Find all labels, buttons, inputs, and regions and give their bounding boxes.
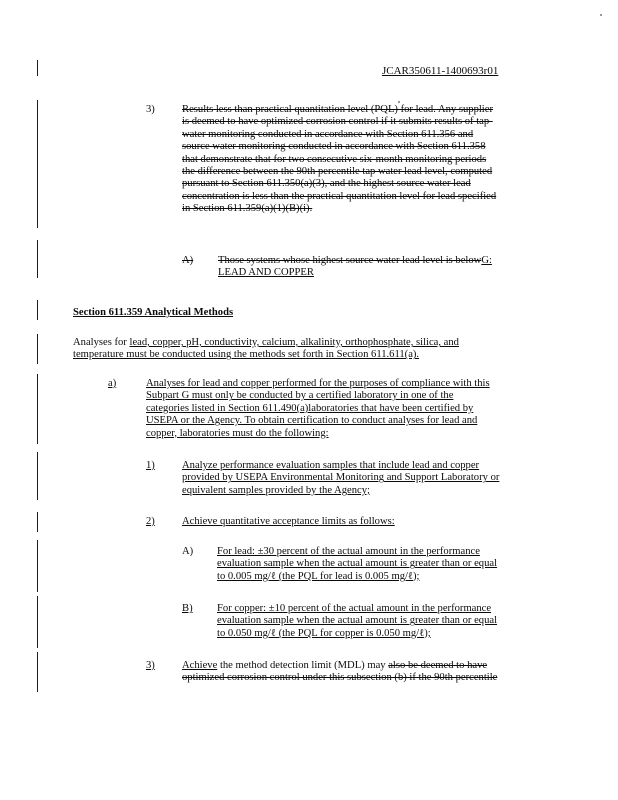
text-line [182,104,496,116]
text-line [182,516,395,528]
text-segment: that demonstrate that for two consecutive six-month monitoring periods [182,153,487,165]
change-bar [37,100,38,228]
text-line [217,546,497,558]
text-segment: the difference between the 90th percentile tap water lead level, computed [182,166,493,178]
text-segment: water monitoring conducted in accordance with Section 611.356 and [182,128,474,140]
text-segment: provided by USEPA Environmental Monitoring and Support Laboratory or [182,472,500,484]
text-segment: For copper: ±10 percent of the actual amount in the performance [217,603,492,614]
text-line [146,390,490,402]
change-bar [37,240,38,278]
text-line [146,403,490,415]
section-heading: Section 611.359 Analytical Methods [73,307,234,318]
item-A-number: A) [182,255,194,266]
text-segment: to 0.050 mg/ℓ (the PQL for copper is 0.050 mg/ℓ); [217,627,431,639]
text-segment: copper, laboratories must do the following: [146,427,329,439]
item-a-number: a) [108,378,117,389]
text-segment: pursuant to Section 611.350(a)(3), and the highest source water lead [182,178,471,190]
change-bar [37,374,38,444]
text-segment: LEAD AND COPPER [218,267,314,279]
item-3-number: 3) [146,104,155,115]
text-line [218,267,492,279]
text-line [217,603,497,615]
change-bar [37,596,38,648]
text-line [182,154,496,166]
text-segment: Any supplier [435,104,493,115]
item-1-number: 1) [146,460,155,471]
text-line [73,349,459,361]
change-bar [37,540,38,592]
text-line [182,672,497,684]
text-segment: Analyze performance evaluation samples that include lead and copper [182,460,480,471]
text-line [182,203,496,215]
text-segment: is deemed to have optimized corrosion control if it submits results of tap- [182,116,493,128]
text-segment: to 0.005 mg/ℓ (the PQL for lead is 0.005 mg/ℓ); [217,570,420,582]
text-line [182,116,496,128]
text-segment: USEPA or the Agency. To obtain certification to conduct analyses for lead and [146,415,478,427]
item-2A-paragraph [217,546,497,583]
item-2-number: 2) [146,516,155,527]
change-bar [37,452,38,500]
document-id: JCAR350611-1400693r01 [382,65,499,77]
text-segment: optimized corrosion control under this subsection (b) if the 90th percentile [182,672,498,684]
text-line [182,660,497,672]
text-segment: G: [481,255,492,266]
text-line [182,166,496,178]
item-a-paragraph [146,378,490,440]
text-segment: Achieve [182,660,218,671]
text-segment: Subpart G must only be conducted by a certified laboratory in one of the [146,390,454,402]
text-segment: evaluation sample when the actual amount is greater than or equal [217,615,498,627]
text-line [217,571,497,583]
text-segment: Results less than practical quantitation level (PQL) for lead. [182,104,436,115]
text-line [182,472,499,484]
scan-speck [398,101,400,103]
text-line [217,628,497,640]
item-2B-number: B) [182,603,193,614]
text-line [182,460,499,472]
item-3-paragraph [182,104,496,216]
text-segment: Analyses for lead and copper performed for the purposes of compliance with this [146,378,490,389]
text-segment: temperature must be conducted using the methods set forth in Section 611.611(a). [73,349,420,361]
text-line [146,415,490,427]
text-line [218,255,492,267]
item-1-paragraph [182,460,499,497]
text-line [146,378,490,390]
text-segment: For lead: ±30 percent of the actual amount in the performance [217,546,480,557]
text-line [73,337,459,349]
text-line [217,558,497,570]
item-A-paragraph [218,255,492,280]
text-segment: in Section 611.359(a)(1)(B)(i). [182,203,313,215]
text-segment: categories listed in Section 611.490(a)laboratories that have been certified by [146,402,474,414]
item-2A-number: A) [182,546,194,557]
change-bar [37,512,38,532]
change-bar [37,60,38,76]
text-line [182,141,496,153]
scan-speck [600,14,602,16]
text-line [217,615,497,627]
text-segment: evaluation sample when the actual amount is greater than or equal [217,558,498,570]
text-line [182,191,496,203]
text-segment: equivalent samples provided by the Agency; [182,484,370,496]
text-segment: Those systems whose highest source water lead level is below [218,255,482,266]
text-line [182,485,499,497]
text-segment: source water monitoring conducted in accordance with Section 611.358 [182,141,486,153]
text-segment: Analyses for [73,337,130,348]
text-line [146,428,490,440]
text-line [182,129,496,141]
text-segment: also be deemed to have [388,660,488,671]
section-intro [73,337,459,362]
text-segment: Achieve quantitative acceptance limits as follows: [182,516,395,527]
change-bar [37,300,38,320]
item-2B-paragraph [217,603,497,640]
item-3b-number: 3) [146,660,155,671]
change-bar [37,652,38,692]
text-line [182,178,496,190]
text-segment: lead, copper, pH, conductivity, calcium, alkalinity, orthophosphate, silica, and [129,337,459,348]
text-segment: concentration is less than the practical quantitation level for lead specified [182,190,497,202]
item-2-paragraph [182,516,395,528]
item-3b-paragraph [182,660,497,685]
change-bar [37,334,38,364]
text-segment: the method detection limit (MDL) may [217,660,389,671]
